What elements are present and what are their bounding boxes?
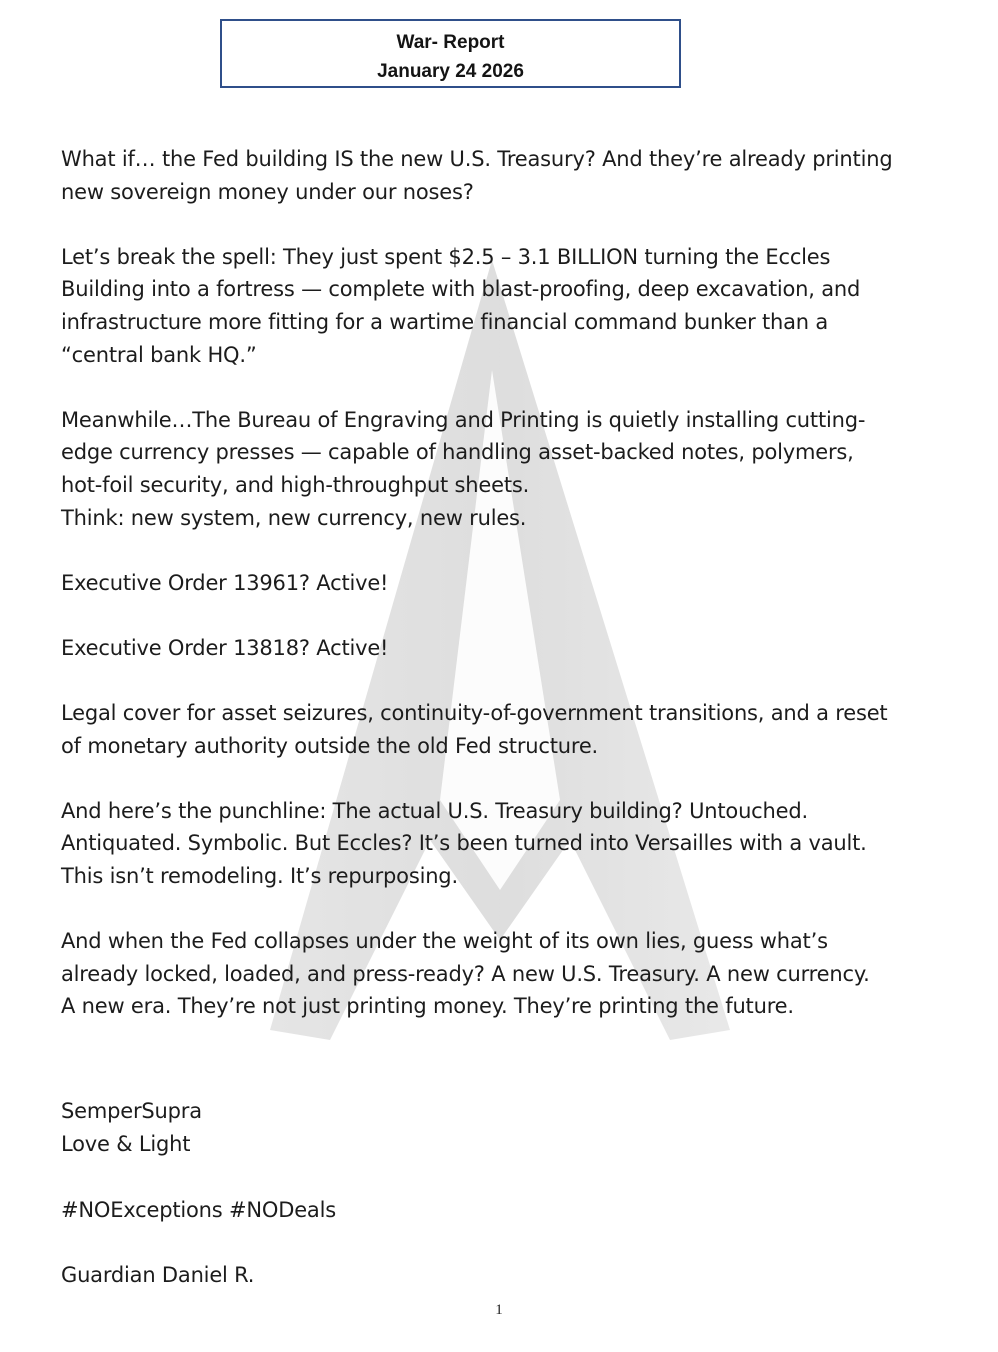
paragraph-line: new sovereign money under our noses? xyxy=(61,179,474,204)
signature-closing: Love & Light xyxy=(61,1132,191,1156)
page-number: 1 xyxy=(495,1302,503,1318)
paragraph-line: Building into a fortress — complete with blast-proofing, deep excavation, and xyxy=(61,277,861,302)
paragraph-line: Think: new system, new currency, new rules. xyxy=(61,505,527,530)
paragraph-line: already locked, loaded, and press-ready? A new U.S. Treasury. A new currency. xyxy=(61,961,870,986)
paragraph-2 xyxy=(61,241,961,371)
report-body xyxy=(61,143,961,1056)
signature-name: SemperSupra xyxy=(61,1099,202,1123)
paragraph-line: Executive Order 13818? Active! xyxy=(61,635,389,660)
paragraph-line: Meanwhile…The Bureau of Engraving and Printing is quietly installing cutting- xyxy=(61,407,866,432)
paragraph-6 xyxy=(61,697,961,762)
paragraph-3 xyxy=(61,404,961,534)
author-name: Guardian Daniel R. xyxy=(61,1263,255,1287)
report-date: January 24 2026 xyxy=(377,61,524,82)
paragraph-8 xyxy=(61,925,961,1023)
paragraph-line: Executive Order 13961? Active! xyxy=(61,570,389,595)
paragraph-line: And when the Fed collapses under the weight of its own lies, guess what’s xyxy=(61,929,828,954)
paragraph-line: Legal cover for asset seizures, continuity-of-government transitions, and a reset xyxy=(61,701,888,726)
paragraph-1 xyxy=(61,143,961,208)
report-header-box xyxy=(220,19,681,88)
paragraph-line: edge currency presses — capable of handling asset-backed notes, polymers, xyxy=(61,440,854,465)
paragraph-line: hot-foil security, and high-throughput sheets. xyxy=(61,472,530,497)
paragraph-line: This isn’t remodeling. It’s repurposing. xyxy=(61,864,458,889)
paragraph-5 xyxy=(61,632,961,665)
paragraph-line: of monetary authority outside the old Fed structure. xyxy=(61,733,599,758)
paragraph-line: Antiquated. Symbolic. But Eccles? It’s been turned into Versailles with a vault. xyxy=(61,831,867,856)
paragraph-line: “central bank HQ.” xyxy=(61,342,257,367)
paragraph-line: infrastructure more fitting for a wartime financial command bunker than a xyxy=(61,309,829,334)
paragraph-line: And here’s the punchline: The actual U.S. Treasury building? Untouched. xyxy=(61,798,808,823)
hashtags: #NOExceptions #NODeals xyxy=(61,1198,336,1222)
paragraph-7 xyxy=(61,795,961,893)
paragraph-line: A new era. They’re not just printing money. They’re printing the future. xyxy=(61,994,794,1019)
paragraph-line: Let’s break the spell: They just spent $2.5 – 3.1 BILLION turning the Eccles xyxy=(61,244,831,269)
report-title: War- Report xyxy=(396,32,505,53)
paragraph-line: What if… the Fed building IS the new U.S. Treasury? And they’re already printing xyxy=(61,147,893,171)
paragraph-4 xyxy=(61,567,961,600)
